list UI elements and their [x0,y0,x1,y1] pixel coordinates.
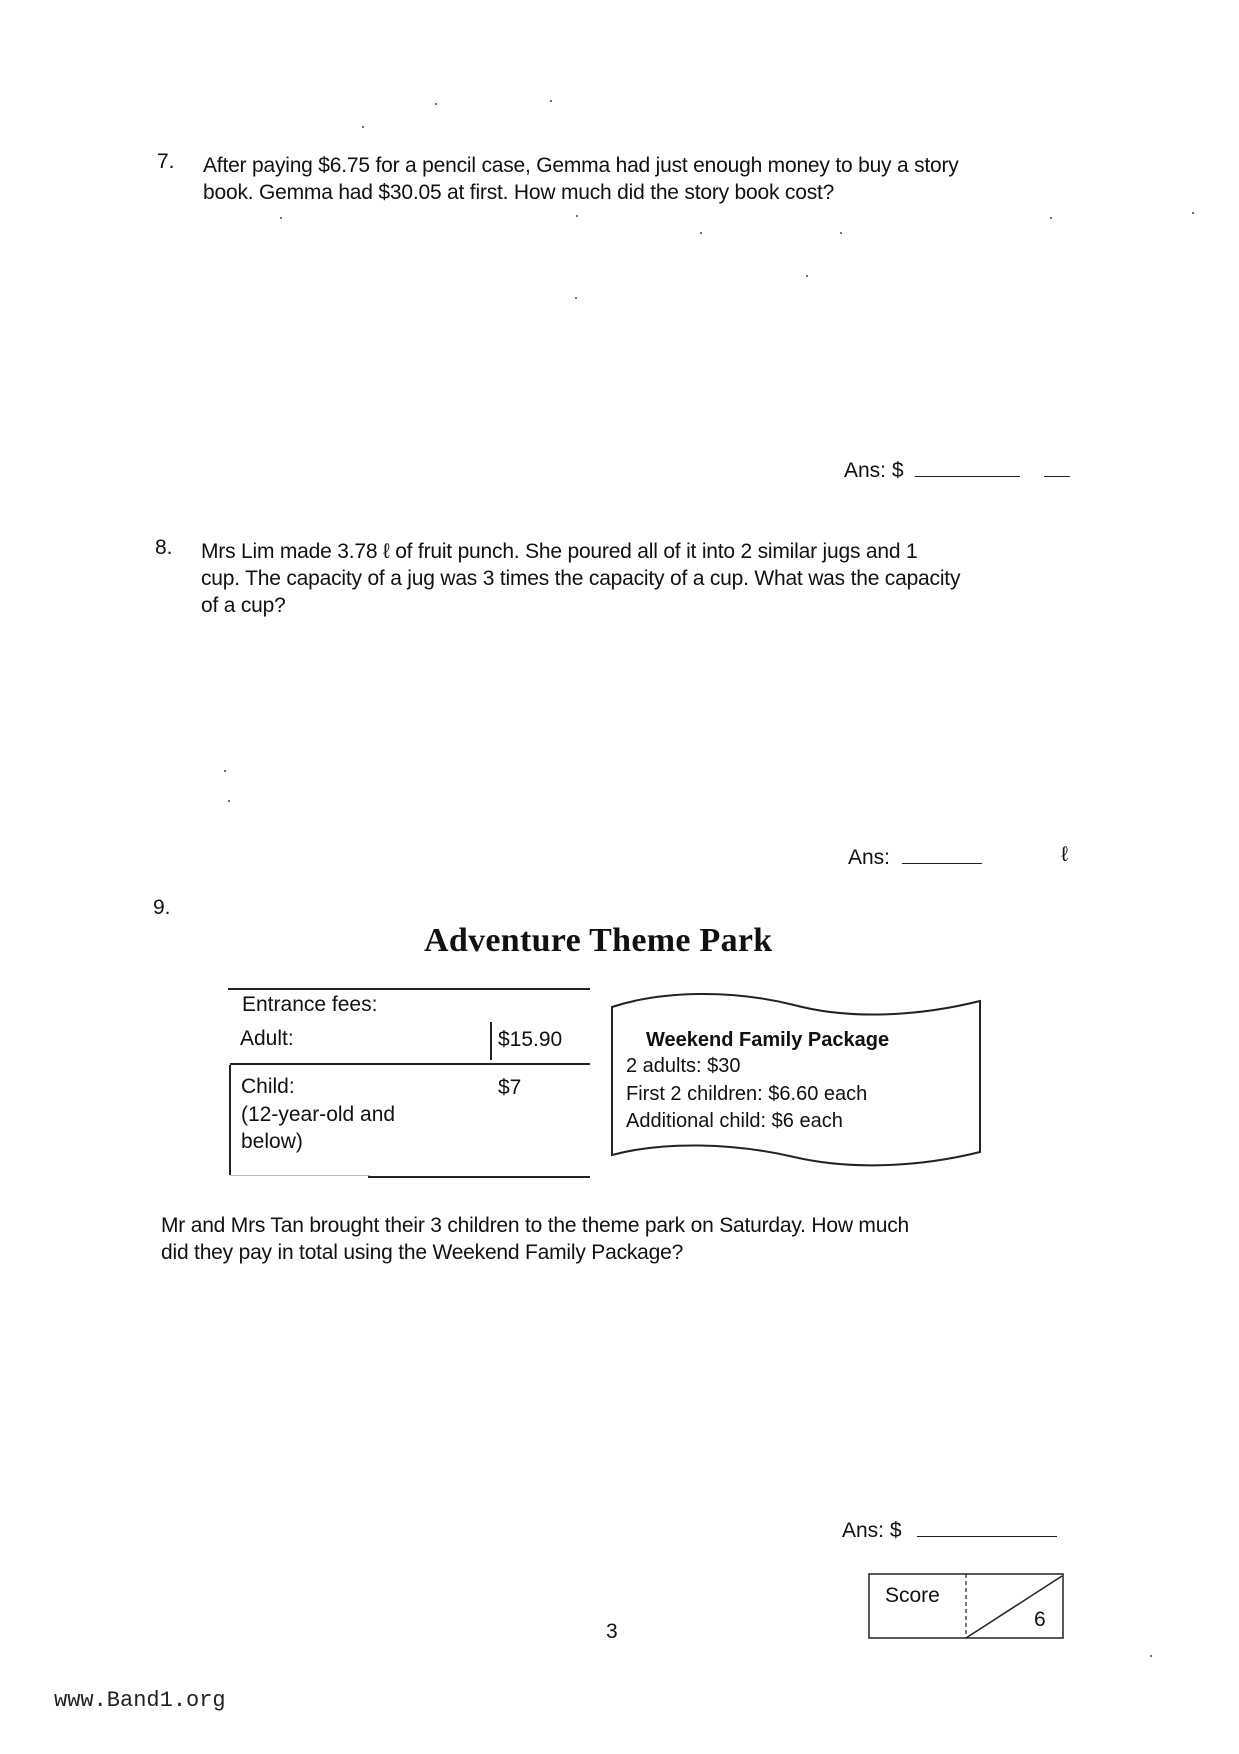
table-top-line [228,988,590,990]
question-9-number: 9. [153,896,171,919]
scan-speck [806,275,808,277]
answer-blank-tail [1044,456,1070,477]
answer-blank[interactable] [902,843,982,864]
child-label: Child: [241,1075,295,1098]
score-max: 6 [1034,1608,1046,1631]
scan-speck [840,232,842,234]
scan-speck [575,297,577,299]
weekend-package-banner [604,985,984,1180]
answer-label: Ans: $ [842,1519,902,1542]
package-title: Weekend Family Package [646,1029,890,1051]
child-note-2: below) [241,1130,303,1153]
question-7-answer [844,456,1070,483]
table-bottom-line [368,1176,590,1178]
table-bottom-faint [230,1175,370,1176]
answer-label: Ans: [848,846,891,869]
table-left-line [229,1065,231,1175]
question-9-line-1: Mr and Mrs Tan brought their 3 children to the theme park on Saturday. How much [161,1214,909,1237]
scan-speck [224,770,226,772]
question-8-line-3: of a cup? [201,594,286,617]
question-7-line-1: After paying $6.75 for a pencil case, Gemma had just enough money to buy a story [203,154,959,177]
question-9-line-2: did they pay in total using the Weekend Family Package? [161,1241,684,1264]
answer-blank[interactable] [915,456,1020,477]
question-9-text [161,1212,1081,1266]
scan-speck [435,103,437,105]
park-title: Adventure Theme Park [424,922,773,959]
score-box [868,1572,1064,1640]
scan-speck [228,800,230,802]
page-number: 3 [606,1620,618,1643]
package-line-1: 2 adults: $30 [626,1055,741,1077]
score-label: Score [885,1584,940,1607]
footer-url: www.Band1.org [54,1688,226,1713]
scan-speck [1192,212,1194,214]
question-8-line-1: Mrs Lim made 3.78 ℓ of fruit punch. She poured all of it into 2 similar jugs and 1 [201,540,918,563]
entrance-fees-table [228,985,593,1180]
scan-speck [700,232,702,234]
answer-label: Ans: $ [844,459,904,482]
question-7-line-2: book. Gemma had $30.05 at first. How much did the story book cost? [203,181,835,204]
scan-speck [362,126,364,128]
table-mid-line [230,1063,590,1065]
child-note-1: (12-year-old and [241,1103,396,1126]
scan-speck [280,217,282,219]
answer-blank[interactable] [917,1516,1057,1537]
fees-header: Entrance fees: [242,993,378,1016]
scan-speck [576,215,578,217]
question-9-answer [842,1516,1057,1543]
question-7-number: 7. [157,150,175,173]
adult-label: Adult: [240,1027,294,1050]
question-7-text [203,152,1073,206]
question-8-text [201,538,1076,619]
child-price: $7 [498,1076,522,1099]
table-divider-line [490,1022,492,1060]
package-line-3: Additional child: $6 each [626,1110,843,1132]
scan-speck [1050,217,1052,219]
question-8-answer [848,843,1068,870]
answer-unit: ℓ [1061,843,1068,866]
adult-price: $15.90 [498,1028,563,1051]
question-8-line-2: cup. The capacity of a jug was 3 times the capacity of a cup. What was the capacity [201,567,961,590]
scan-speck [550,100,552,102]
scan-speck [1150,1655,1152,1657]
question-8-number: 8. [155,536,173,559]
package-line-2: First 2 children: $6.60 each [626,1083,868,1105]
